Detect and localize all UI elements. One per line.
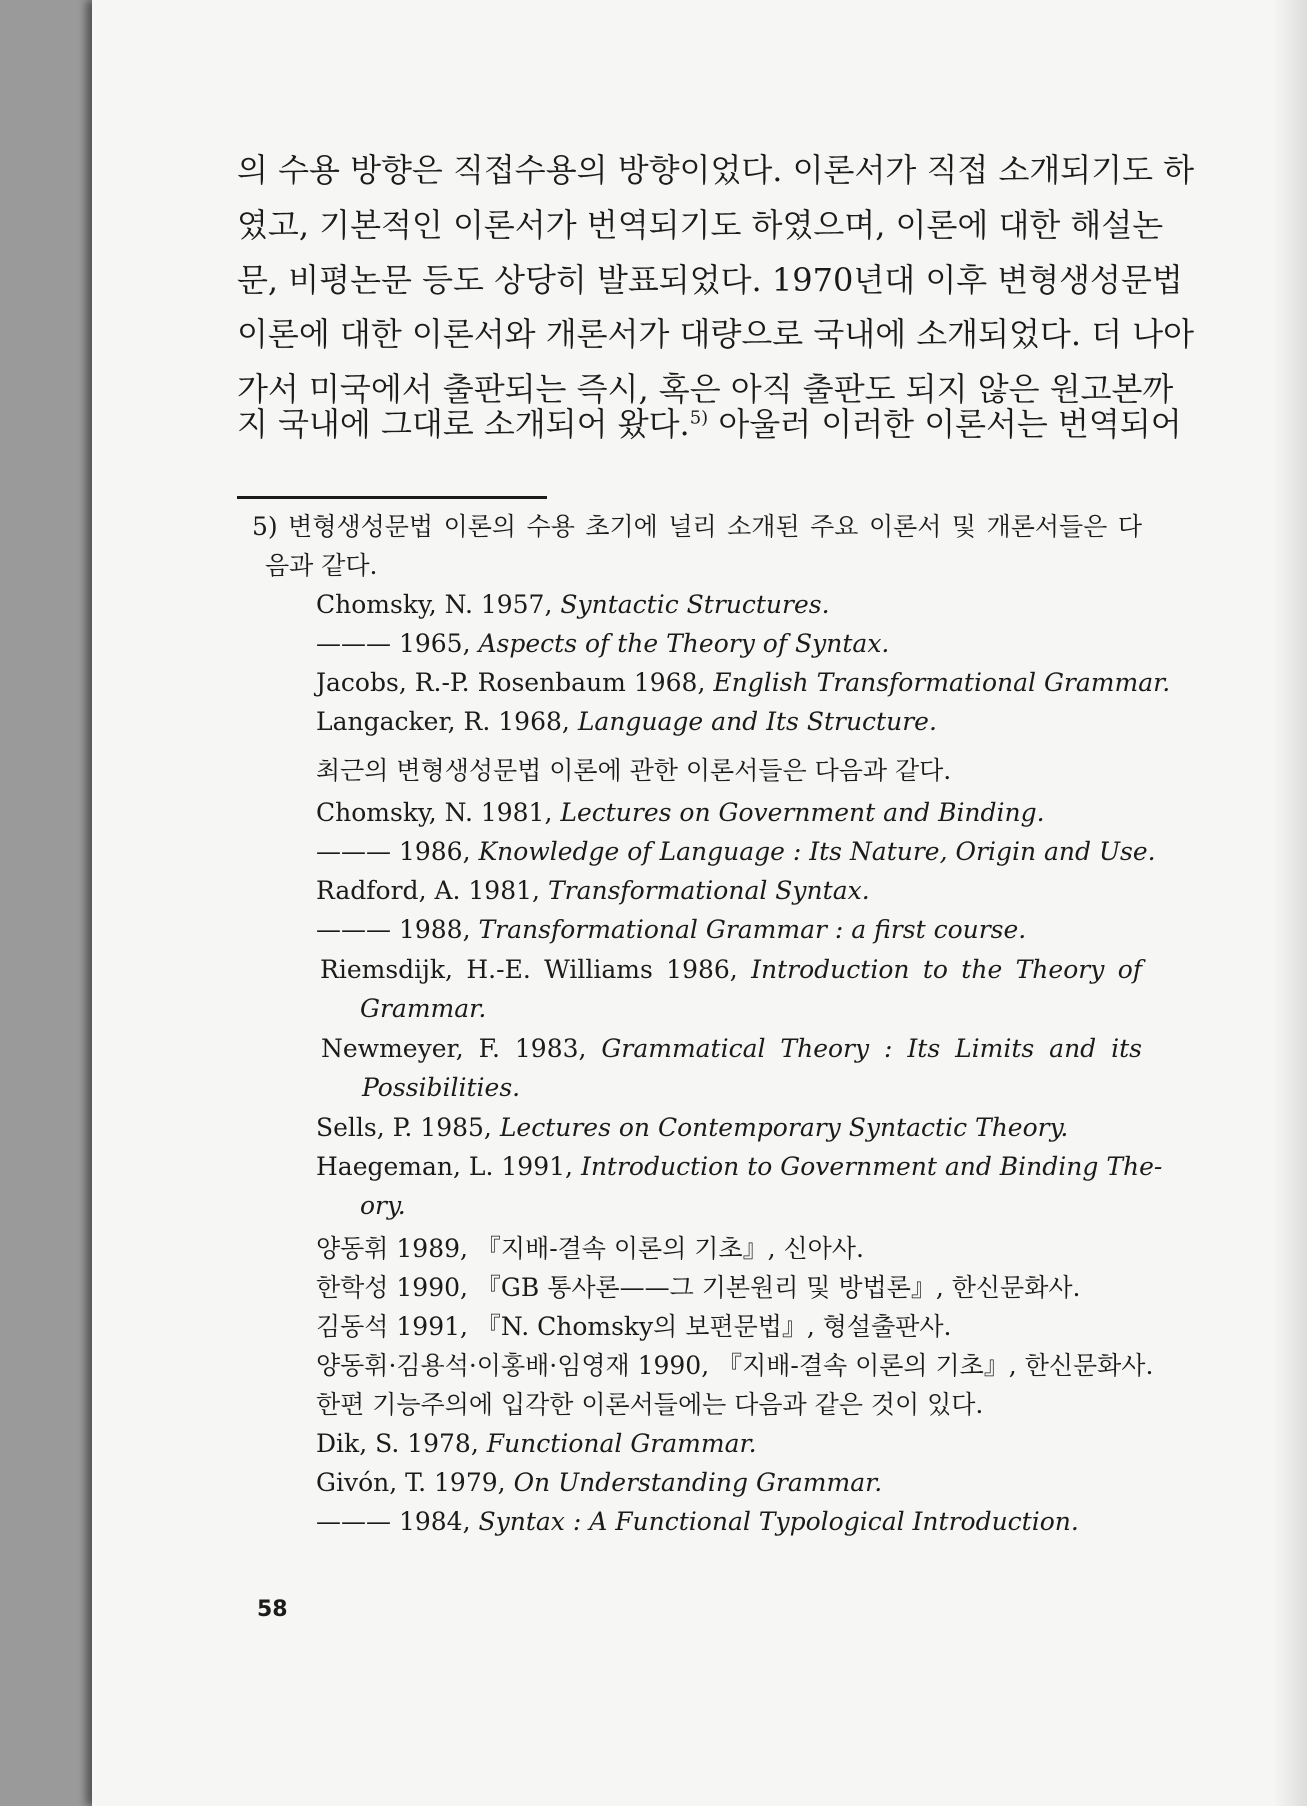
reference-author: Jacobs, R.-P. Rosenbaum 1968, — [316, 668, 706, 697]
reference-entry — [316, 836, 1156, 868]
footnote-intro-line: 음과 같다. — [265, 551, 378, 580]
reference-entry — [320, 954, 1142, 986]
footnote-intro-line: 5) 변형생성문법 이론의 수용 초기에 널리 소개된 주요 이론서 및 개론서들은 다 — [252, 512, 1142, 541]
footnote-subheading: 최근의 변형생성문법 이론에 관한 이론서들은 다음과 같다. — [316, 756, 952, 785]
footnote-subheading: 한편 기능주의에 입각한 이론서들에는 다음과 같은 것이 있다. — [316, 1390, 984, 1419]
reference-title-continued — [360, 1190, 406, 1222]
reference-entry-korean: 한학성 1990, 『GB 통사론——그 기본원리 및 방법론』, 한신문화사. — [316, 1273, 1081, 1302]
reference-entry — [321, 1033, 1142, 1065]
body-line: 의 수용 방향은 직접수용의 방향이었다. 이론서가 직접 소개되기도 하 — [237, 151, 1195, 189]
reference-entry — [316, 875, 870, 907]
reference-author: Dik, S. 1978, — [316, 1429, 479, 1458]
reference-entry — [316, 667, 1170, 699]
reference-entry — [316, 1506, 1079, 1538]
reference-title: Grammar. — [360, 994, 487, 1023]
reference-entry — [316, 914, 1026, 946]
reference-author: ——— 1988, — [316, 915, 471, 944]
reference-title: English Transformational Grammar. — [713, 668, 1171, 697]
reference-title: Syntactic Structures. — [560, 590, 830, 619]
reference-entry — [316, 628, 889, 660]
footnote-reference: 5) — [689, 407, 709, 429]
reference-title: Aspects of the Theory of Syntax. — [478, 629, 890, 658]
reference-author: ——— 1986, — [316, 837, 471, 866]
reference-entry — [316, 1151, 1163, 1183]
reference-title: Transformational Grammar : a first course. — [478, 915, 1027, 944]
reference-title: Knowledge of Language : Its Nature, Origin and Use. — [478, 837, 1156, 866]
reference-title: Possibilities. — [362, 1073, 521, 1102]
body-line: 이론에 대한 이론서와 개론서가 대량으로 국내에 소개되었다. 더 나아 — [237, 315, 1195, 353]
reference-title: Introduction to Government and Binding The- — [580, 1152, 1163, 1181]
reference-title: Grammatical Theory : Its Limits and its — [601, 1034, 1142, 1063]
reference-title: On Understanding Grammar. — [513, 1468, 883, 1497]
reference-title: Language and Its Structure. — [577, 707, 937, 736]
reference-title-continued — [362, 1072, 520, 1104]
reference-entry-korean: 양동휘 1989, 『지배-결속 이론의 기초』, 신아사. — [316, 1234, 864, 1263]
body-line: 였고, 기본적인 이론서가 번역되기도 하였으며, 이론에 대한 해설논 — [237, 206, 1164, 244]
reference-title: Transformational Syntax. — [547, 876, 870, 905]
reference-author: Chomsky, N. 1981, — [316, 798, 553, 827]
reference-title: Functional Grammar. — [486, 1429, 757, 1458]
reference-title: Lectures on Government and Binding. — [560, 798, 1045, 827]
reference-entry — [316, 1112, 1068, 1144]
book-page — [92, 0, 1307, 1806]
reference-entry — [316, 797, 1045, 829]
body-line-last — [237, 404, 1182, 444]
reference-author: Chomsky, N. 1957, — [316, 590, 553, 619]
reference-entry-korean: 양동휘·김용석·이홍배·임영재 1990, 『지배-결속 이론의 기초』, 한신문화사. — [316, 1351, 1154, 1380]
body-line-last-before: 지 국내에 그대로 소개되어 왔다. — [237, 405, 690, 443]
body-line: 문, 비평논문 등도 상당히 발표되었다. 1970년대 이후 변형생성문법 — [237, 261, 1183, 299]
reference-title: Introduction to the Theory of — [751, 955, 1142, 984]
reference-author: Riemsdijk, H.-E. Williams 1986, — [320, 955, 738, 984]
reference-author: Sells, P. 1985, — [316, 1113, 492, 1142]
reference-entry — [316, 706, 937, 738]
reference-author: ——— 1965, — [316, 629, 471, 658]
reference-title: ory. — [360, 1191, 406, 1220]
reference-author: Newmeyer, F. 1983, — [321, 1034, 587, 1063]
body-line: 가서 미국에서 출판되는 즉시, 혹은 아직 출판도 되지 않은 원고본까 — [237, 370, 1174, 408]
reference-entry — [316, 1428, 757, 1460]
reference-title-continued — [360, 993, 486, 1025]
page-number: 58 — [257, 1597, 288, 1622]
body-line-last-after: 아울러 이러한 이론서는 번역되어 — [708, 405, 1182, 443]
reference-author: ——— 1984, — [316, 1507, 471, 1536]
reference-author: Givón, T. 1979, — [316, 1468, 506, 1497]
reference-entry — [316, 589, 830, 621]
reference-entry — [316, 1467, 882, 1499]
reference-title: Syntax : A Functional Typological Introduction. — [478, 1507, 1079, 1536]
reference-entry-korean: 김동석 1991, 『N. Chomsky의 보편문법』, 형설출판사. — [316, 1312, 952, 1341]
reference-author: Haegeman, L. 1991, — [316, 1152, 573, 1181]
reference-title: Lectures on Contemporary Syntactic Theory. — [499, 1113, 1069, 1142]
reference-author: Langacker, R. 1968, — [316, 707, 570, 736]
reference-author: Radford, A. 1981, — [316, 876, 540, 905]
footnote-rule — [237, 496, 547, 499]
